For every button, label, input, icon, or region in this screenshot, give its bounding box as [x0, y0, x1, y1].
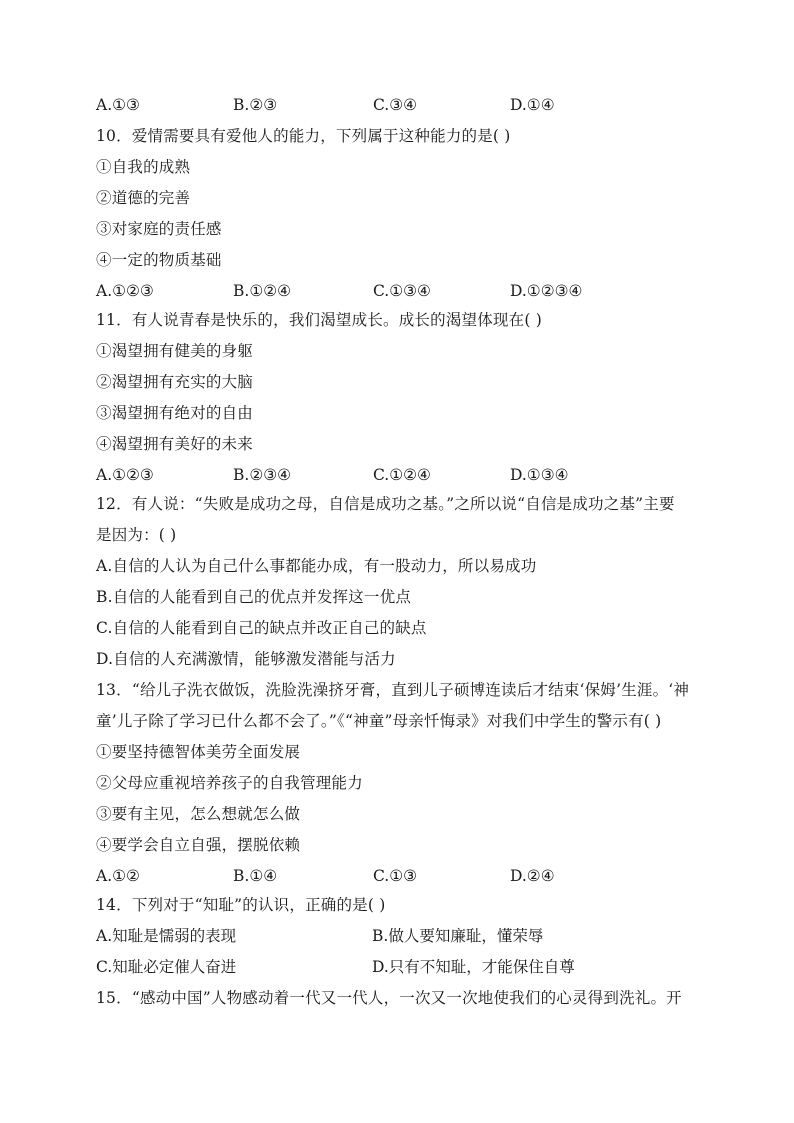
q12-option-c: C.自信的人能看到自己的缺点并改正自己的缺点: [96, 619, 427, 637]
q13-option-d: D.②④: [510, 867, 555, 885]
q14-options-row1: [96, 923, 716, 949]
q11-item-1: ①渴望拥有健美的身躯: [96, 342, 254, 360]
q13-item-3: ③要有主见，怎么想就怎么做: [96, 805, 301, 823]
q14-stem: 14．下列对于“知耻”的认识，正确的是( ): [96, 896, 386, 914]
q12-option-b: B.自信的人能看到自己的优点并发挥这一优点: [96, 588, 412, 606]
q14-option-b: B.做人要知廉耻，懂荣辱: [372, 927, 544, 945]
q11-item-2: ②渴望拥有充实的大脑: [96, 373, 254, 391]
q14-option-c: C.知耻必定催人奋进: [96, 958, 237, 976]
q11-option-d: D.①③④: [510, 466, 569, 484]
q9-option-b: B.②③: [233, 96, 278, 114]
q11-option-a: A.①②③: [96, 466, 154, 484]
q14-option-d: D.只有不知耻，才能保住自尊: [372, 958, 575, 976]
q10-option-a: A.①②③: [96, 282, 154, 300]
q11-option-b: B.②③④: [233, 466, 292, 484]
q13-item-4: ④要学会自立自强，摆脱依赖: [96, 836, 301, 854]
q14-options-row2: [96, 954, 716, 980]
q11-item-4: ④渴望拥有美好的未来: [96, 435, 254, 453]
q13-option-b: B.①④: [233, 867, 278, 885]
q10-item-2: ②道德的完善: [96, 189, 191, 207]
q13-item-2: ②父母应重视培养孩子的自我管理能力: [96, 774, 363, 792]
q10-item-4: ④一定的物质基础: [96, 251, 222, 269]
q9-option-a: A.①③: [96, 96, 140, 114]
q13-option-a: A.①②: [96, 867, 140, 885]
q10-item-1: ①自我的成熟: [96, 158, 191, 176]
q9-options: [96, 92, 716, 118]
q12-stem-line1: 12．有人说：“失败是成功之母，自信是成功之基。”之所以说“自信是成功之基”主要: [96, 495, 675, 513]
q14-option-a: A.知耻是懦弱的表现: [96, 927, 237, 945]
q9-option-d: D.①④: [510, 96, 555, 114]
q9-option-c: C.③④: [373, 96, 418, 114]
q11-option-c: C.①②④: [373, 466, 431, 484]
q10-option-b: B.①②④: [233, 282, 292, 300]
q13-options: [96, 863, 716, 889]
q11-stem: 11．有人说青春是快乐的，我们渴望成长。成长的渴望体现在( ): [96, 311, 542, 329]
q13-item-1: ①要坚持德智体美劳全面发展: [96, 743, 301, 761]
q13-option-c: C.①③: [373, 867, 418, 885]
q13-stem-line2: 童’儿子除了学习已什么都不会了。”《“神童”母亲忏悔录》对我们中学生的警示有( ): [96, 712, 662, 730]
q10-item-3: ③对家庭的责任感: [96, 220, 222, 238]
q15-stem: 15．“感动中国”人物感动着一代又一代人，一次又一次地使我们的心灵得到洗礼。开: [96, 989, 682, 1007]
q10-stem: 10．爱情需要具有爱他人的能力，下列属于这种能力的是( ): [96, 127, 511, 145]
q11-item-3: ③渴望拥有绝对的自由: [96, 404, 254, 422]
q12-stem-line2: 是因为：( ): [96, 526, 177, 544]
q11-options: [96, 462, 716, 488]
q12-option-a: A.自信的人认为自己什么事都能办成，有一股动力，所以易成功: [96, 557, 537, 575]
q12-option-d: D.自信的人充满激情，能够激发潜能与活力: [96, 650, 396, 668]
q10-option-d: D.①②③④: [510, 282, 583, 300]
q13-stem-line1: 13．“给儿子洗衣做饭，洗脸洗澡挤牙膏，直到儿子硕博连读后才结束‘保姆’生涯。‘神: [96, 681, 690, 699]
q10-options: [96, 278, 716, 304]
q10-option-c: C.①③④: [373, 282, 431, 300]
